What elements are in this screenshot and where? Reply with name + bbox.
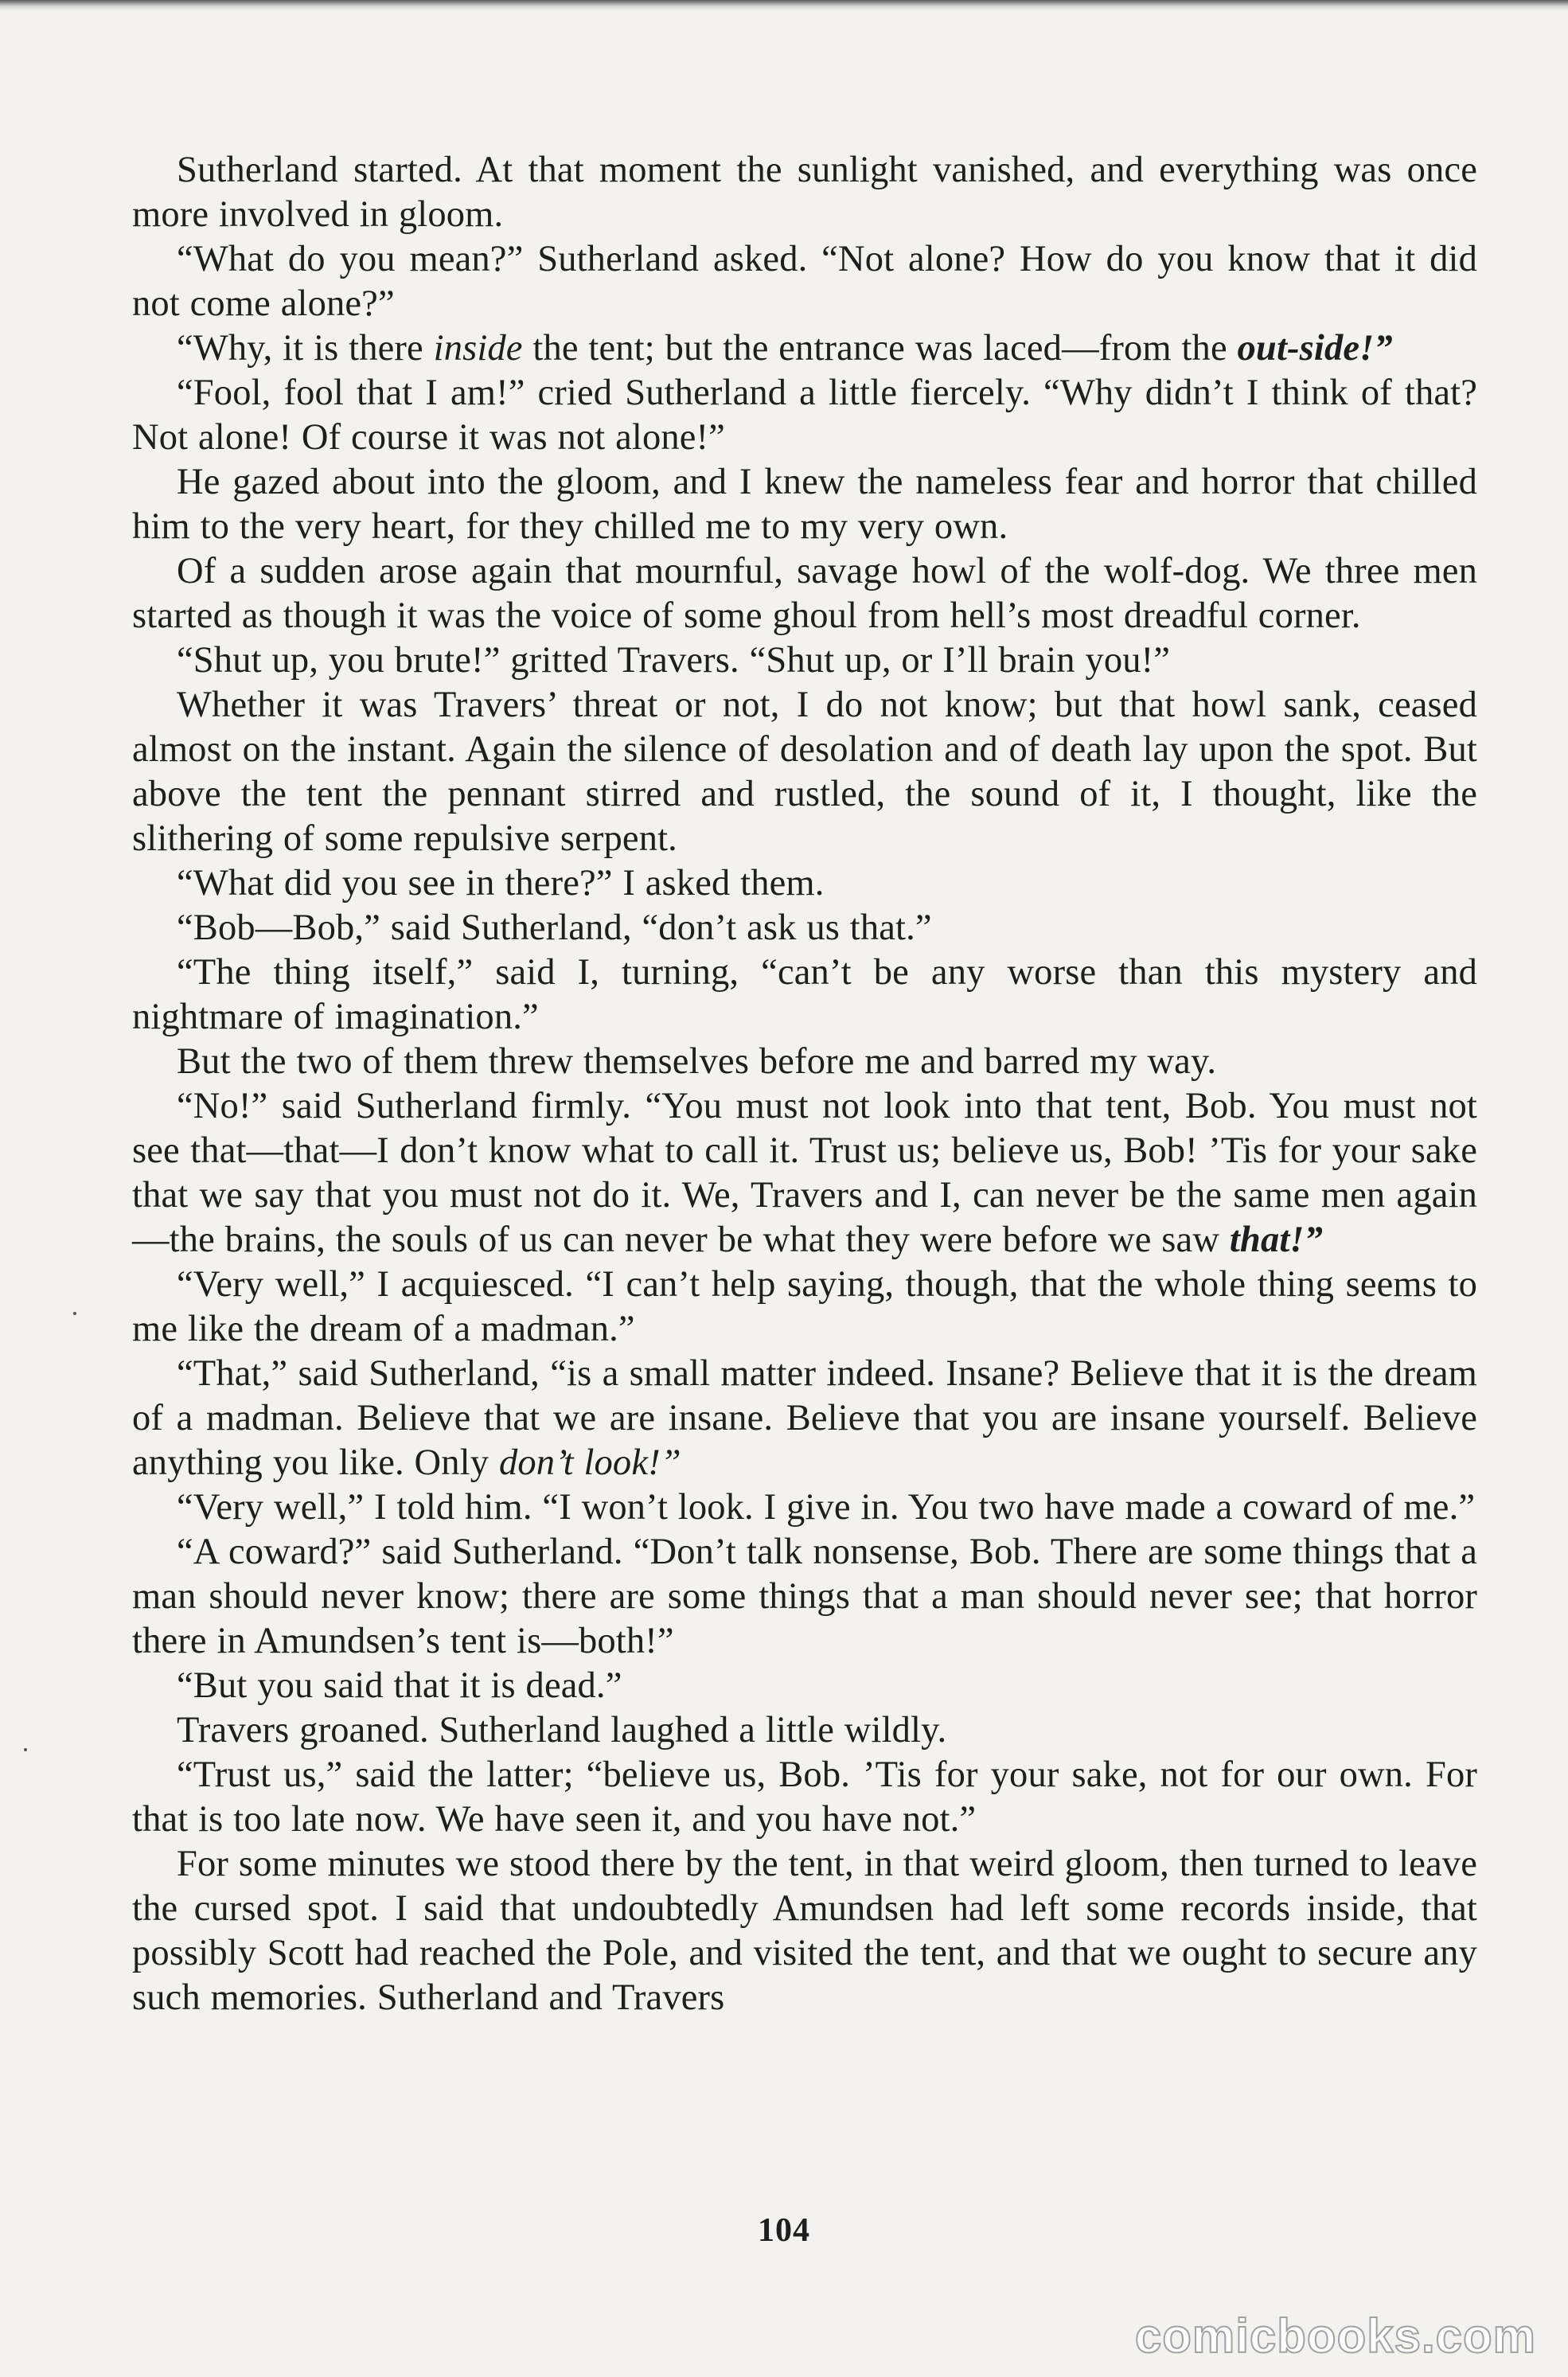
paragraph [132,1352,1477,1485]
emphasis-text: inside [433,328,523,369]
paragraph [132,1084,1477,1263]
paragraph [132,326,1477,371]
paragraph-text: “Very well,” I acquiesced. “I can’t help saying, though, that the whole thing seems to me like the dream of a madman.” [132,1264,1477,1349]
paragraph [132,683,1477,861]
paragraph-text: “Fool, fool that I am!” cried Sutherland a little fiercely. “Why didn’t I think of that? Not alone! Of course it was not alone!” [132,373,1477,458]
page-body [132,148,1477,2020]
paragraph [132,1040,1477,1084]
paragraph-text: “That,” said Sutherland, “is a small matter indeed. Insane? Believe that it is the dream of a madman. Believe that we are insane. Believe that you are insane yourself. Believe anything you like. Only [132,1353,1477,1483]
emphasis-text: out-side!” [1237,328,1393,369]
paragraph [132,237,1477,326]
paragraph-text: Sutherland started. At that moment the sunlight vanished, and everything was once more involved in gloom. [132,150,1477,235]
paragraph [132,1664,1477,1708]
emphasis-text: don’t look!” [498,1442,681,1483]
paragraph [132,638,1477,683]
margin-mark [73,1312,76,1315]
paragraph [132,1530,1477,1664]
paragraph-text: “What do you mean?” Sutherland asked. “Not alone? How do you know that it did not come alone?” [132,239,1477,324]
paragraph [132,371,1477,460]
paragraph-text: “A coward?” said Sutherland. “Don’t talk nonsense, Bob. There are some things that a man should never know; there are some things that a man should never see; that horror there in Amundsen’s tent is—both!” [132,1532,1477,1661]
paragraph-text: “Very well,” I told him. “I won’t look. I give in. You two have made a coward of me.” [177,1487,1476,1528]
paragraph-text: “Shut up, you brute!” gritted Travers. “Shut up, or I’ll brain you!” [177,640,1171,681]
paragraph [132,1842,1477,2020]
paragraph-text: Travers groaned. Sutherland laughed a little wildly. [177,1710,947,1751]
paragraph [132,906,1477,950]
paragraph-text: Of a sudden arose again that mournful, savage howl of the wolf-dog. We three men started as though it was the voice of some ghoul from hell’s most dreadful corner. [132,551,1477,636]
paragraph [132,950,1477,1040]
paragraph [132,861,1477,906]
paragraph-text: “No!” said Sutherland firmly. “You must not look into that tent, Bob. You must not see that—that—I don’t know what to call it. Trust us; believe us, Bob! ’Tis for your sake that we say that you must not do it. We, Travers and I, can never be the same men again—the brains, the souls of us can never be what they were before we saw [132,1086,1477,1260]
paragraph-text: “Bob—Bob,” said Sutherland, “don’t ask us that.” [177,907,932,948]
paragraph [132,1708,1477,1753]
paragraph [132,549,1477,638]
page-number: 104 [758,2212,810,2249]
paragraph-text: “What did you see in there?” I asked them. [177,863,825,904]
watermark: comicbooks.com [1134,2309,1536,2363]
paragraph-text: But the two of them threw themselves before me and barred my way. [177,1041,1217,1082]
paragraph [132,148,1477,237]
paragraph [132,1753,1477,1842]
paragraph [132,1263,1477,1352]
paragraph [132,460,1477,549]
paragraph-text: Whether it was Travers’ threat or not, I do not know; but that howl sank, ceased almost on the instant. Again the silence of desolation and of death lay upon the spot. But above the tent the pennant stirred and rustled, the sound of it, I thought, like the slithering of some repulsive serpent. [132,685,1477,859]
paragraph-text: “Why, it is there [177,328,434,369]
paragraph-text: “The thing itself,” said I, turning, “can’t be any worse than this mystery and nightmare of imagination.” [132,952,1477,1037]
emphasis-text: that!” [1229,1220,1324,1260]
page-top-edge [0,0,1568,11]
paragraph-text: For some minutes we stood there by the tent, in that weird gloom, then turned to leave the cursed spot. I said that undoubtedly Amundsen had left some records inside, that possibly Scott had reached the Pole, and visited the tent, and that we ought to secure any such memories. Sutherland and Travers [132,1844,1477,2018]
paragraph-text: the tent; but the entrance was laced—from the [522,328,1238,369]
paragraph-text: “Trust us,” said the latter; “believe us, Bob. ’Tis for your sake, not for our own. For that is too late now. We have seen it, and you have not.” [132,1754,1477,1840]
paragraph [132,1485,1477,1530]
paragraph-text: He gazed about into the gloom, and I knew the nameless fear and horror that chilled him to the very heart, for they chilled me to my very own. [132,462,1477,547]
margin-mark [24,1748,27,1751]
paragraph-text: “But you said that it is dead.” [177,1665,622,1706]
